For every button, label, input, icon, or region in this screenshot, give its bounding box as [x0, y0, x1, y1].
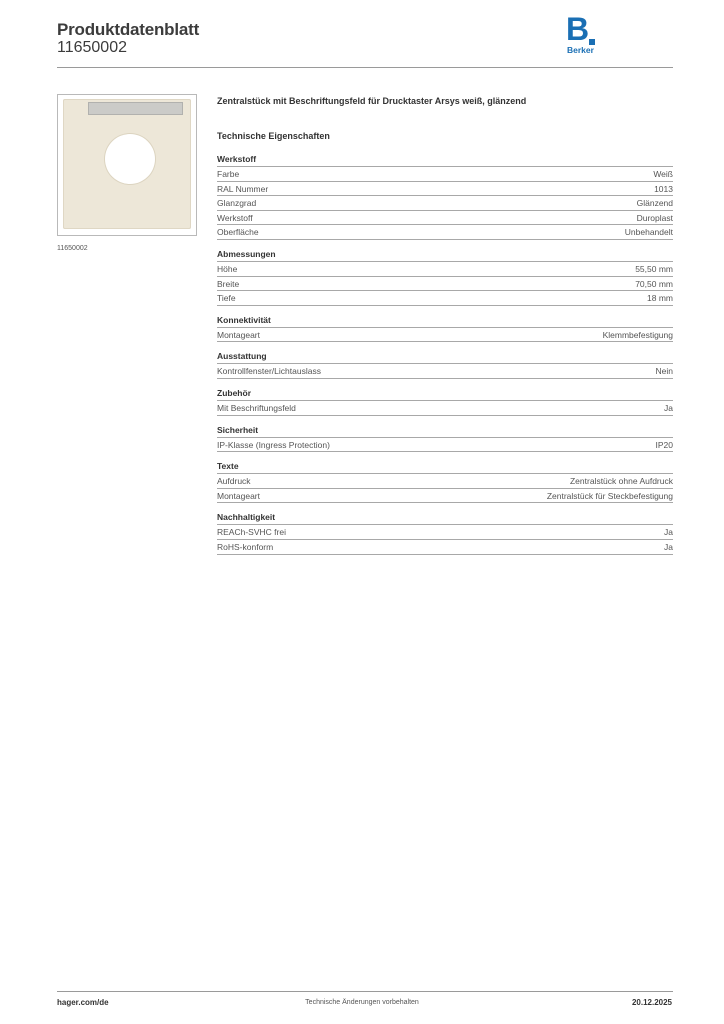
spec-label: Glanzgrad: [217, 198, 257, 209]
spec-row: [217, 438, 673, 453]
spec-value: Ja: [664, 527, 673, 538]
spec-value: Weiß: [653, 169, 673, 179]
label-field: [88, 102, 183, 115]
spec-value: IP20: [655, 439, 673, 450]
section-title: Abmessungen: [217, 249, 673, 262]
spec-section: [217, 154, 673, 240]
section-title: Nachhaltigkeit: [217, 512, 673, 525]
spec-value: Ja: [664, 541, 673, 552]
spec-section: [217, 388, 673, 416]
spec-row: [217, 225, 673, 240]
spec-label: Tiefe: [217, 293, 236, 304]
spec-row: [217, 167, 673, 182]
spec-label: Höhe: [217, 263, 238, 274]
spec-label: Werkstoff: [217, 212, 253, 223]
spec-value: Nein: [655, 366, 673, 377]
header-divider: [57, 67, 673, 68]
spec-label: REACh-SVHC frei: [217, 527, 286, 538]
spec-value: 70,50 mm: [635, 278, 673, 289]
spec-label: Farbe: [217, 169, 240, 179]
spec-value: Unbehandelt: [624, 227, 673, 238]
section-title: Zubehör: [217, 388, 673, 401]
spec-sections: [217, 154, 673, 555]
footer-notice: Technische Änderungen vorbehalten: [305, 999, 419, 1006]
spec-row: [217, 211, 673, 226]
product-image-caption: 11650002: [57, 245, 88, 252]
section-title: Konnektivität: [217, 315, 673, 328]
spec-row: [217, 401, 673, 416]
spec-section: [217, 249, 673, 306]
section-title: Sicherheit: [217, 425, 673, 438]
section-title: Werkstoff: [217, 154, 673, 167]
spec-value: 18 mm: [647, 293, 673, 304]
spec-value: 55,50 mm: [635, 263, 673, 274]
page-title: Produktdatenblatt: [57, 20, 200, 39]
spec-row: [217, 474, 673, 489]
product-image: [57, 94, 197, 236]
product-description: Zentralstück mit Beschriftungsfeld für Drucktaster Arsys weiß, glänzend: [217, 96, 527, 106]
spec-row: [217, 182, 673, 197]
spec-value: Zentralstück für Steckbefestigung: [546, 490, 673, 501]
section-title: Ausstattung: [217, 351, 673, 364]
article-number: 11650002: [57, 39, 127, 56]
berker-logo: [566, 11, 606, 58]
spec-label: RoHS-konform: [217, 541, 274, 552]
product-plate: [63, 99, 191, 229]
spec-row: [217, 489, 673, 504]
spec-value: Glänzend: [636, 198, 673, 209]
spec-value: Klemmbefestigung: [602, 329, 673, 340]
spec-label: Montageart: [217, 490, 260, 501]
spec-row: [217, 196, 673, 211]
section-title: Texte: [217, 461, 673, 474]
spec-label: Breite: [217, 278, 240, 289]
spec-row: [217, 328, 673, 343]
spec-label: Mit Beschriftungsfeld: [217, 402, 296, 413]
spec-label: RAL Nummer: [217, 183, 269, 194]
footer-divider: [57, 991, 673, 992]
spec-label: Montageart: [217, 329, 260, 340]
spec-section: [217, 512, 673, 554]
spec-section: [217, 315, 673, 343]
spec-value: 1013: [654, 183, 673, 194]
spec-row: [217, 262, 673, 277]
logo-brand-name: Berker: [567, 45, 594, 55]
spec-row: [217, 277, 673, 292]
spec-label: IP-Klasse (Ingress Protection): [217, 439, 330, 450]
spec-section: [217, 461, 673, 503]
spec-label: Oberfläche: [217, 227, 259, 238]
spec-row: [217, 291, 673, 306]
logo-letter: B: [566, 11, 590, 47]
spec-section: [217, 425, 673, 453]
spec-label: Kontrollfenster/Lichtauslass: [217, 366, 321, 377]
spec-row: [217, 540, 673, 555]
center-opening: [105, 134, 155, 184]
spec-content: [217, 96, 673, 564]
spec-section: [217, 351, 673, 379]
footer-date: 20.12.2025: [631, 998, 672, 1007]
tech-properties-heading: Technische Eigenschaften: [217, 131, 330, 141]
spec-value: Zentralstück ohne Aufdruck: [569, 476, 673, 487]
spec-value: Ja: [664, 402, 673, 413]
spec-row: [217, 525, 673, 540]
spec-label: Aufdruck: [217, 476, 251, 487]
spec-value: Duroplast: [636, 212, 673, 223]
footer-website: hager.com/de: [57, 998, 109, 1007]
spec-row: [217, 364, 673, 379]
